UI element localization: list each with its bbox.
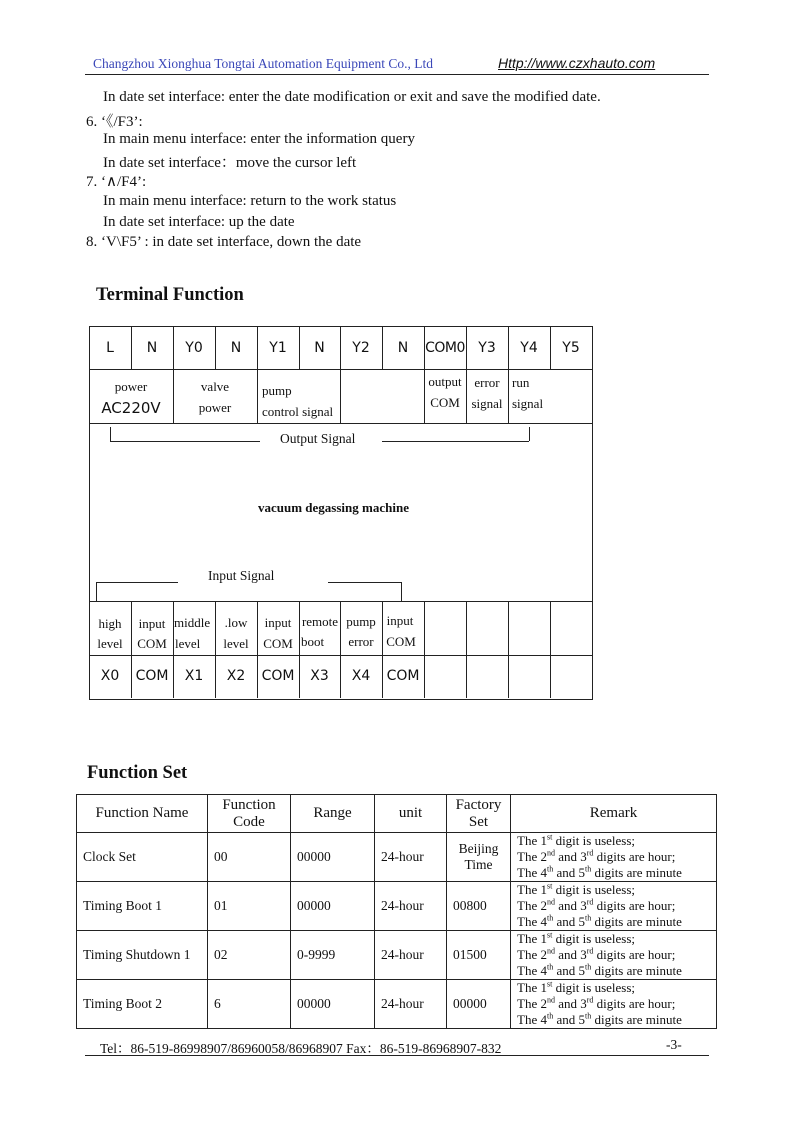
table-row <box>77 882 717 931</box>
output-com-label: COM <box>430 395 460 410</box>
function-code: 02 <box>208 931 291 980</box>
terminal-label: X2 <box>226 668 246 684</box>
intro-line: In main menu interface: return to the work status <box>103 193 397 209</box>
error-signal-label: error <box>474 375 500 390</box>
output-bracket <box>382 441 529 442</box>
column-header: Function Name <box>77 795 208 833</box>
function-name: Timing Shutdown 1 <box>77 931 208 980</box>
function-unit: 24-hour <box>375 833 447 882</box>
terminal-label: N <box>397 340 409 356</box>
column-header: Range <box>291 795 375 833</box>
column-header: Factory Set <box>447 795 511 833</box>
page-number: -3- <box>666 1037 682 1052</box>
remark: The 1st digit is useless; The 2nd and 3rd digits are hour; The 4th and 5th digits are minute <box>511 980 717 1029</box>
terminal-label: Y4 <box>520 340 538 356</box>
run-signal-label: run <box>512 375 530 390</box>
divider <box>550 601 551 698</box>
function-code: 01 <box>208 882 291 931</box>
column-header: Remark <box>511 795 717 833</box>
intro-line: In date set interface: up the date <box>103 214 295 230</box>
input-bracket <box>96 582 97 601</box>
terminal-label: X4 <box>351 668 371 684</box>
valve-label: valve <box>200 379 230 394</box>
divider <box>466 601 467 698</box>
input-signal-label: Input Signal <box>208 568 275 583</box>
pump-error-label: error <box>348 634 374 649</box>
intro-line: 6. ‘《/F3’: <box>86 114 143 130</box>
input-com-label: input <box>264 615 292 630</box>
input-bracket <box>328 582 401 583</box>
function-set-table <box>76 794 717 1029</box>
terminal-label: L <box>106 340 114 356</box>
terminal-label: Y3 <box>478 340 496 356</box>
terminal-label: Y0 <box>185 340 203 356</box>
function-code: 6 <box>208 980 291 1029</box>
power-value: AC220V <box>101 399 161 417</box>
table-row <box>77 833 717 882</box>
run-signal-label: signal <box>512 396 544 411</box>
factory-set: Beijing Time <box>447 833 511 882</box>
middle-level-label: level <box>175 636 201 651</box>
input-bracket <box>96 582 178 583</box>
function-unit: 24-hour <box>375 980 447 1029</box>
function-set-heading: Function Set <box>87 763 188 783</box>
function-name: Clock Set <box>77 833 208 882</box>
function-unit: 24-hour <box>375 931 447 980</box>
terminal-function-heading: Terminal Function <box>96 285 244 305</box>
footer-contact: Tel：86-519-86998907/86960058/86968907 Fax：86-519-86968907-832 <box>100 1041 502 1056</box>
low-level-label: level <box>223 636 249 651</box>
output-signal-label: Output Signal <box>280 431 356 446</box>
divider <box>424 601 425 698</box>
table-row <box>77 980 717 1029</box>
function-code: 00 <box>208 833 291 882</box>
terminal-label: X1 <box>184 668 204 684</box>
function-name: Timing Boot 1 <box>77 882 208 931</box>
factory-set: 00800 <box>447 882 511 931</box>
header-company: Changzhou Xionghua Tongtai Automation Equipment Co., Ltd <box>93 56 434 71</box>
input-com-label: COM <box>386 634 416 649</box>
input-com-label: input <box>138 616 166 631</box>
factory-set: 01500 <box>447 931 511 980</box>
terminal-label: Y5 <box>562 340 580 356</box>
footer-rule <box>85 1055 709 1056</box>
pump-label: control signal <box>262 404 334 419</box>
middle-level-label: middle <box>174 615 211 630</box>
function-range: 00000 <box>291 833 375 882</box>
terminal-label: X3 <box>310 668 329 684</box>
power-label: power <box>114 379 148 394</box>
pump-error-label: pump <box>346 614 376 629</box>
intro-line: In date set interface: enter the date modification or exit and save the modified date. <box>103 89 601 105</box>
terminal-label: Y2 <box>352 340 370 356</box>
terminal-label: N <box>314 340 325 356</box>
input-bracket <box>401 582 402 601</box>
factory-set: 00000 <box>447 980 511 1029</box>
remote-boot-label: boot <box>301 634 325 649</box>
table-row <box>77 931 717 980</box>
remark: The 1st digit is useless; The 2nd and 3rd digits are hour; The 4th and 5th digits are minute <box>511 931 717 980</box>
function-range: 0-9999 <box>291 931 375 980</box>
low-level-label: .low <box>224 615 248 630</box>
function-unit: 24-hour <box>375 882 447 931</box>
function-range: 00000 <box>291 882 375 931</box>
terminal-label: N <box>146 340 158 356</box>
error-signal-label: signal <box>471 396 503 411</box>
function-range: 00000 <box>291 980 375 1029</box>
output-bracket <box>110 427 111 441</box>
intro-line: In main menu interface: enter the information query <box>103 131 415 147</box>
input-com-label: input <box>386 613 414 628</box>
terminal-label: Y1 <box>269 340 287 356</box>
terminal-label: COM0 <box>425 340 465 356</box>
valve-label: power <box>198 400 232 415</box>
output-bracket <box>529 427 530 441</box>
column-header: Function Code <box>208 795 291 833</box>
terminal-label: COM <box>261 668 295 684</box>
header-url-link[interactable]: Http://www.czxhauto.com <box>498 55 656 71</box>
function-name: Timing Boot 2 <box>77 980 208 1029</box>
remote-boot-label: remote <box>301 614 339 629</box>
output-com-label: output <box>428 374 462 389</box>
remark: The 1st digit is useless; The 2nd and 3rd digits are hour; The 4th and 5th digits are minute <box>511 882 717 931</box>
terminal-label: COM <box>386 668 420 684</box>
header-rule <box>85 74 709 75</box>
divider <box>89 423 592 424</box>
intro-line: 7. ‘∧/F4’: <box>86 174 147 190</box>
machine-name: vacuum degassing machine <box>258 500 409 515</box>
high-level-label: high <box>98 616 122 631</box>
terminal-label: COM <box>135 668 169 684</box>
high-level-label: level <box>97 636 123 651</box>
terminal-label: N <box>230 340 242 356</box>
intro-line: 8. ‘V\F5’ : in date set interface, down the date <box>86 234 362 250</box>
pump-label: pump <box>262 383 292 398</box>
table-header-row <box>77 795 717 833</box>
input-com-label: COM <box>137 636 167 651</box>
intro-line: In date set interface：move the cursor left <box>103 155 357 171</box>
remark: The 1st digit is useless; The 2nd and 3rd digits are hour; The 4th and 5th digits are minute <box>511 833 717 882</box>
input-com-label: COM <box>263 636 293 651</box>
column-header: unit <box>375 795 447 833</box>
divider <box>508 601 509 698</box>
terminal-label: X0 <box>100 668 120 684</box>
output-bracket <box>110 441 260 442</box>
